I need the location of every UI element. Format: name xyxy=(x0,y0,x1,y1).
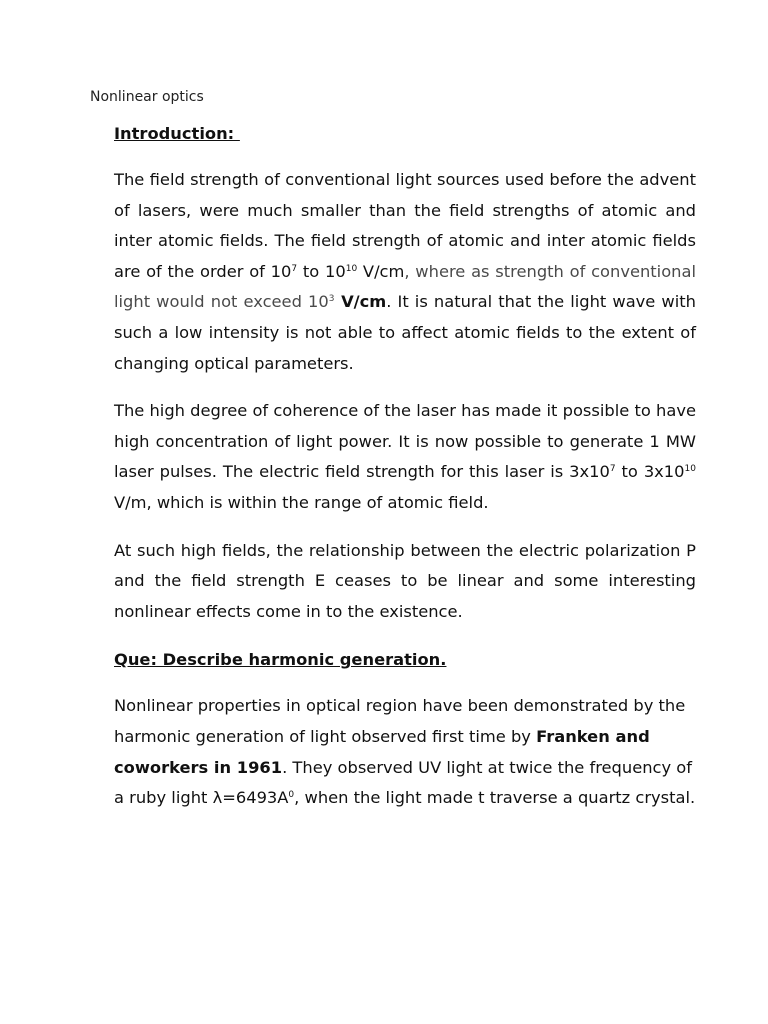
intro-p2-text-c: V/m, which is within the range of atomic field. xyxy=(114,492,489,512)
question-heading: Que: Describe harmonic generation. xyxy=(114,650,447,670)
intro-p1-exponent-1: 7 xyxy=(291,263,298,274)
intro-p2-exponent-2: 10 xyxy=(684,464,696,475)
intro-p2-text-a: The high degree of coherence of the laser has made it possible to have high concentration of light power. It is now possible to generate 1 MW laser pulses. The electric field strength for this laser is 3x10 xyxy=(114,401,696,482)
intro-p2-text-b: to 3x10 xyxy=(615,462,685,482)
question-p1-exponent-1: 0 xyxy=(288,790,295,801)
intro-p2-exponent-1: 7 xyxy=(609,464,616,475)
intro-p1-exponent-3: 3 xyxy=(328,294,335,305)
intro-p1-text-a: The field strength of conventional light sources used before the advent of lasers, were much smaller than the field strengths of atomic and inter atomic fields. The field strength of atomic and inter atomic fields are of the order of 10 xyxy=(114,170,696,281)
question-p1-bold-authors: Franken and coworkers in 1961 xyxy=(114,726,650,777)
intro-paragraph-3: At such high fields, the relationship between the electric polarization P and the field strength E ceases to be linear and some interesting nonlinear effects come in to the existence. xyxy=(114,540,696,621)
question-p1-text-a: Nonlinear properties in optical region have been demonstrated by the harmonic generation of light observed first time by xyxy=(114,696,686,746)
intro-p1-text-b: to 10 xyxy=(297,261,346,281)
question-p1-text-b: . They observed UV light at twice the frequency of a ruby light λ=6493A xyxy=(114,757,692,808)
running-header: Nonlinear optics xyxy=(90,89,204,105)
intro-paragraph-2 xyxy=(114,396,696,518)
intro-p1-text-d: , where as strength of conventional light would not exceed 10 xyxy=(114,261,696,312)
question-p1-text-c: , when the light made t traverse a quartz crystal. xyxy=(294,788,696,808)
document-body xyxy=(114,118,696,831)
intro-p1-exponent-2: 10 xyxy=(345,263,358,274)
question-paragraph-1 xyxy=(114,691,696,813)
intro-p1-text-c: V/cm xyxy=(357,261,405,281)
introduction-heading: Introduction: xyxy=(114,124,240,143)
intro-paragraph-1 xyxy=(114,165,696,379)
intro-p1-text-f: . It is natural that the light wave with such a low intensity is not able to affect atomic fields to the extent of changing optical parameters. xyxy=(114,292,696,373)
intro-p1-text-e: V/cm xyxy=(334,292,387,312)
